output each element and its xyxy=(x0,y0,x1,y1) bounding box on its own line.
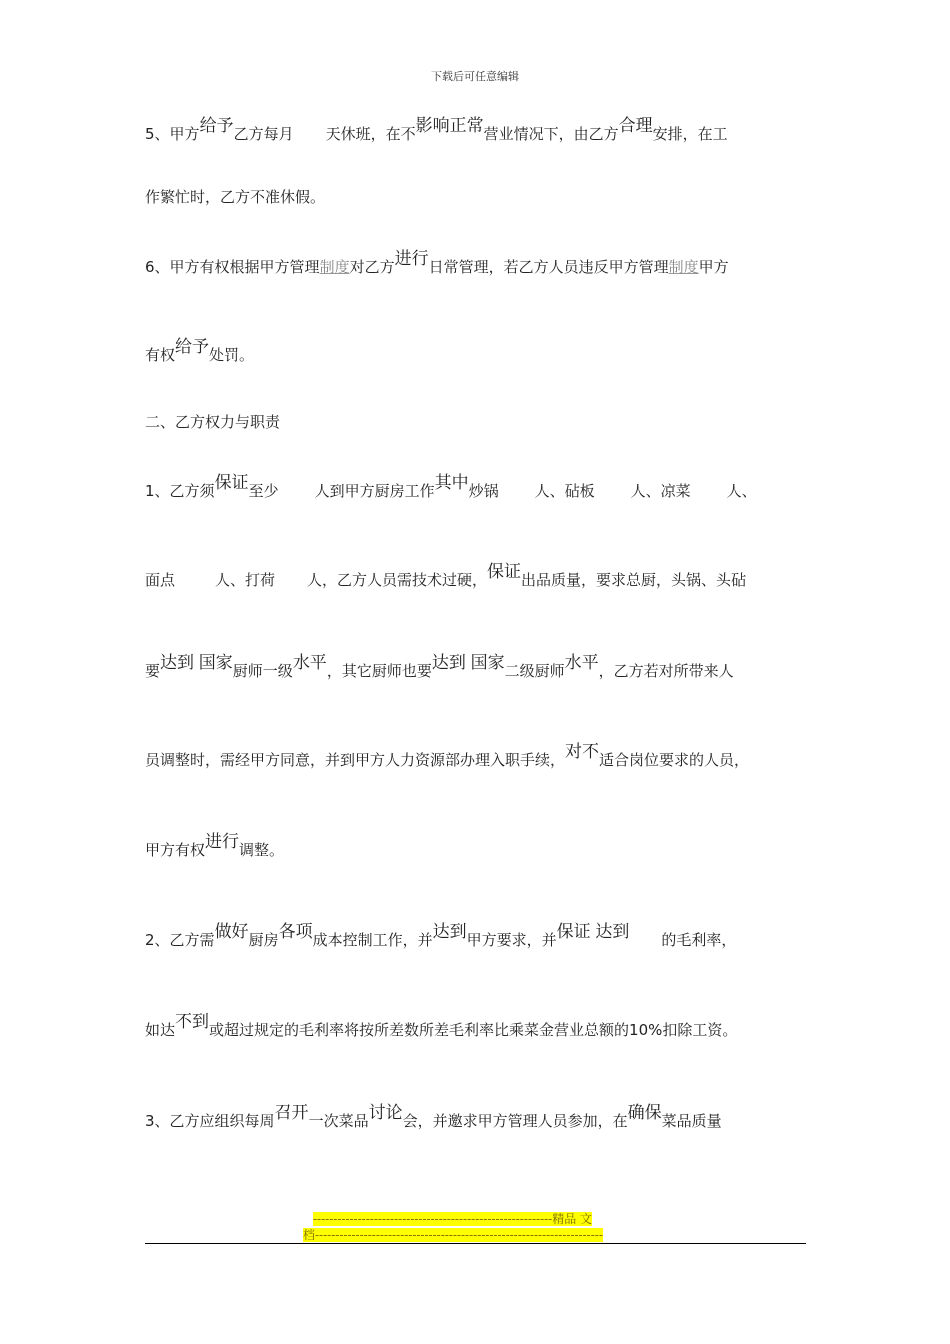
text: 的毛利率， xyxy=(661,931,737,949)
duty-2-line-2 xyxy=(145,1012,738,1040)
text: 天休班，在不 xyxy=(325,125,416,143)
text: 厨房 xyxy=(248,931,279,949)
clause-number: 6 xyxy=(145,258,155,276)
raised-text: 达到 xyxy=(431,653,466,673)
duty-2-line-1 xyxy=(145,922,737,950)
text: 人、 xyxy=(726,482,757,500)
duty-1-line-4 xyxy=(145,742,750,770)
text: ，乙方若对所带来人 xyxy=(598,662,734,680)
text: 人、砧板 xyxy=(534,482,595,500)
text: 厨师一级 xyxy=(232,662,293,680)
text: 、乙方须 xyxy=(154,482,215,500)
clause-number: 5 xyxy=(145,125,155,143)
raised-text: 做好 xyxy=(214,922,249,942)
regulation-link[interactable]: 制度 xyxy=(319,258,350,276)
clause-6-line-1 xyxy=(145,249,729,277)
footer-rule xyxy=(145,1243,806,1244)
text: 甲方要求，并 xyxy=(466,931,557,949)
raised-text: 进行 xyxy=(205,832,240,852)
duty-1-line-3 xyxy=(145,653,734,681)
clause-6-line-2 xyxy=(145,337,255,365)
footer-line-1 xyxy=(313,1212,592,1226)
text: 或超过规定的毛利率将按所差数所差毛利率比乘菜金营业总额的 xyxy=(209,1021,630,1039)
text: 日常管理，若乙方人员违反甲方管理 xyxy=(428,258,669,276)
text: 人到甲方厨房工作 xyxy=(314,482,435,500)
raised-text: 水平 xyxy=(564,653,599,673)
text: 出品质量，要求总厨，头锅、头砧 xyxy=(521,571,747,589)
text: 适合岗位要求的人员， xyxy=(599,751,750,769)
raised-text: 讨论 xyxy=(368,1103,403,1123)
text: 有权 xyxy=(145,346,176,364)
raised-text: 不到 xyxy=(175,1012,210,1032)
text: 乙方每月 xyxy=(233,125,294,143)
raised-text: 保证 xyxy=(556,922,591,942)
raised-text: 达到 xyxy=(432,922,467,942)
clause-number: 3 xyxy=(145,1112,155,1130)
duty-1-line-1 xyxy=(145,473,757,501)
text: 调整。 xyxy=(239,841,285,859)
text: 会，并邀求甲方管理人员参加，在 xyxy=(402,1112,628,1130)
text: 员调整时，需经甲方同意，并到甲方人力资源部办理入职手续， xyxy=(145,751,566,769)
regulation-link[interactable]: 制度 xyxy=(668,258,699,276)
raised-text: 确保 xyxy=(627,1103,662,1123)
text: 面点 xyxy=(145,571,176,589)
percent-value: 10% xyxy=(629,1021,663,1039)
raised-text: 其中 xyxy=(434,473,469,493)
raised-text: 水平 xyxy=(292,653,327,673)
text: 要 xyxy=(145,662,161,680)
text: 如达 xyxy=(145,1021,176,1039)
raised-text: 召开 xyxy=(274,1103,309,1123)
raised-text: 合理 xyxy=(618,116,653,136)
text: 安排，在工 xyxy=(652,125,728,143)
raised-text: 给予 xyxy=(175,337,210,357)
clause-number: 1 xyxy=(145,482,155,500)
text: 、乙方应组织每周 xyxy=(154,1112,275,1130)
clause-number: 2 xyxy=(145,931,155,949)
text: 人、打荷 xyxy=(215,571,276,589)
text: 营业情况下，由乙方 xyxy=(483,125,619,143)
text: 一次菜品 xyxy=(308,1112,369,1130)
page-header: 下载后可任意编辑 xyxy=(431,70,519,83)
section-heading: 二、乙方权力与职责 xyxy=(145,413,281,431)
text: 甲方 xyxy=(698,258,729,276)
clause-5-line-2: 作繁忙时，乙方不准休假。 xyxy=(145,188,326,206)
clause-5-line-1 xyxy=(145,116,728,144)
raised-text: 影响正常 xyxy=(415,116,484,136)
text: 、甲方有权根据甲方管理 xyxy=(154,258,320,276)
raised-text: 国家 xyxy=(198,653,233,673)
duty-3-line-1 xyxy=(145,1103,722,1131)
text: 至少 xyxy=(248,482,279,500)
raised-text: 国家 xyxy=(470,653,505,673)
text: 甲方有权 xyxy=(145,841,206,859)
text: 、甲方 xyxy=(154,125,200,143)
text: 人，乙方人员需技术过硬， xyxy=(307,571,488,589)
duty-1-line-5 xyxy=(145,832,285,860)
text: ，其它厨师也要 xyxy=(326,662,432,680)
text: 二级厨师 xyxy=(504,662,565,680)
raised-text: 进行 xyxy=(394,249,429,269)
text: 扣除工资。 xyxy=(662,1021,738,1039)
footer-highlight: -----------------------------------------------------------精品 文 xyxy=(313,1212,593,1226)
raised-text: 各项 xyxy=(278,922,313,942)
text: 菜品质量 xyxy=(661,1112,722,1130)
duty-1-line-2 xyxy=(145,562,747,590)
text: 、乙方需 xyxy=(154,931,215,949)
raised-text: 对不 xyxy=(565,742,600,762)
raised-text: 达到 xyxy=(160,653,195,673)
footer-highlight: 档----------------------------------------------------------------------- xyxy=(303,1228,603,1242)
text: 成本控制工作，并 xyxy=(312,931,433,949)
raised-text: 保证 xyxy=(487,562,522,582)
text: 对乙方 xyxy=(349,258,395,276)
text: 处罚。 xyxy=(209,346,255,364)
footer-line-2 xyxy=(303,1228,603,1242)
raised-text: 达到 xyxy=(595,922,630,942)
raised-text: 给予 xyxy=(199,116,234,136)
text: 炒锅 xyxy=(468,482,499,500)
text: 人、凉菜 xyxy=(630,482,691,500)
raised-text: 保证 xyxy=(214,473,249,493)
